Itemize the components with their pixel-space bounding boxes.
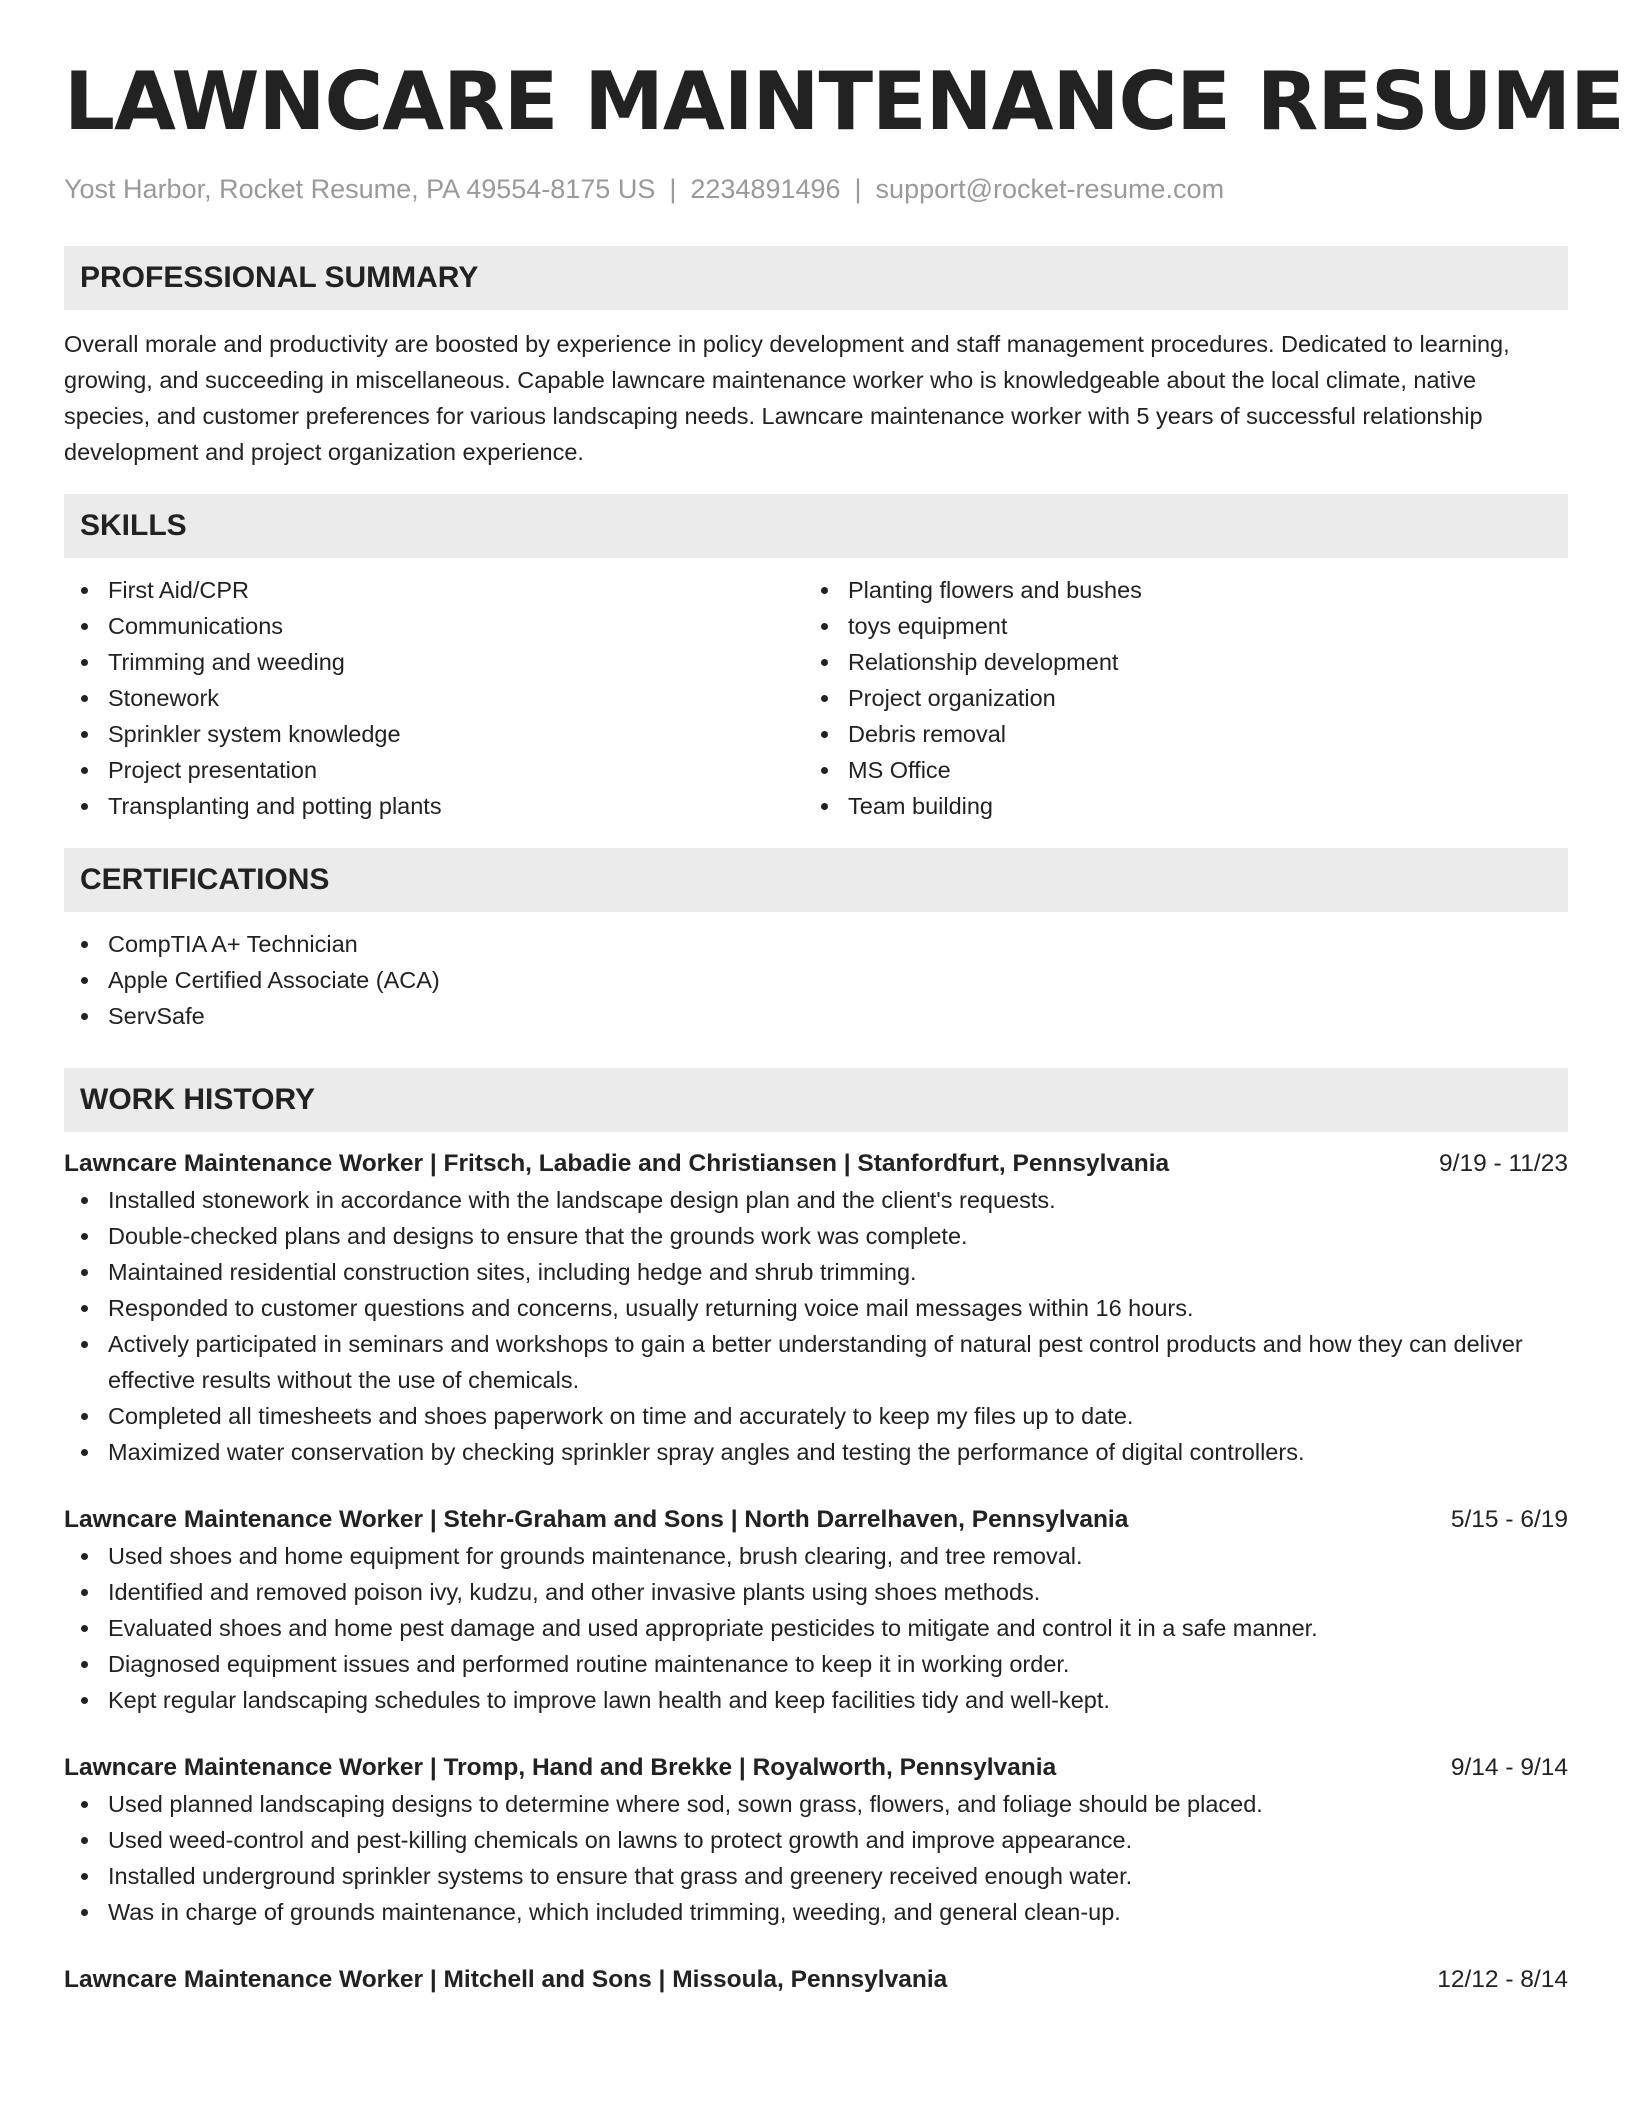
job-header [64, 1146, 1568, 1182]
skill-item: Trimming and weeding [64, 644, 804, 680]
resume-title: LAWNCARE MAINTENANCE RESUME [64, 55, 1624, 148]
job-bullet: Responded to customer questions and concerns, usually returning voice mail messages within 16 hours. [64, 1290, 1568, 1326]
section-heading-certifications: CERTIFICATIONS [64, 848, 1568, 912]
skill-item: Stonework [64, 680, 804, 716]
job-header [64, 1962, 1568, 1998]
skills-grid [64, 572, 1568, 824]
skill-item: MS Office [804, 752, 1544, 788]
job-title: Lawncare Maintenance Worker | Stehr-Graham and Sons | North Darrelhaven, Pennsylvania [64, 1506, 1129, 1533]
certifications-list [64, 926, 1568, 1034]
skill-item: First Aid/CPR [64, 572, 804, 608]
job-dates: 9/14 - 9/14 [1450, 1754, 1568, 1781]
job-dates: 12/12 - 8/14 [1437, 1966, 1568, 1993]
job-bullets [64, 1538, 1568, 1718]
job-bullet: Used shoes and home equipment for grounds maintenance, brush clearing, and tree removal. [64, 1538, 1568, 1574]
contact-separator: | [854, 174, 862, 204]
contact-separator: | [669, 174, 677, 204]
contact-address: Yost Harbor, Rocket Resume, PA 49554-8175 US [64, 174, 656, 204]
job-bullet: Installed stonework in accordance with the landscape design plan and the client's requests. [64, 1182, 1568, 1218]
section-heading-work-history: WORK HISTORY [64, 1068, 1568, 1132]
job-bullet: Maximized water conservation by checking sprinkler spray angles and testing the performance of digital controllers. [64, 1434, 1568, 1470]
job-bullet: Maintained residential construction sites, including hedge and shrub trimming. [64, 1254, 1568, 1290]
job-bullet: Identified and removed poison ivy, kudzu, and other invasive plants using shoes methods. [64, 1574, 1568, 1610]
skill-item: toys equipment [804, 608, 1544, 644]
contact-phone: 2234891496 [690, 174, 841, 204]
skill-item: Project presentation [64, 752, 804, 788]
job-header [64, 1502, 1568, 1538]
job-bullet: Kept regular landscaping schedules to improve lawn health and keep facilities tidy and well-kept. [64, 1682, 1568, 1718]
skill-item: Relationship development [804, 644, 1544, 680]
job-entry [64, 1750, 1568, 1930]
job-bullet: Actively participated in seminars and workshops to gain a better understanding of natural pest control products and how they can deliver effective results without the use of chemicals. [64, 1326, 1568, 1398]
job-bullet: Used weed-control and pest-killing chemicals on lawns to protect growth and improve appearance. [64, 1822, 1568, 1858]
certification-item: CompTIA A+ Technician [64, 926, 1568, 962]
certification-item: ServSafe [64, 998, 1568, 1034]
job-entry [64, 1502, 1568, 1718]
job-bullet: Installed underground sprinkler systems to ensure that grass and greenery received enough water. [64, 1858, 1568, 1894]
job-bullet: Was in charge of grounds maintenance, which included trimming, weeding, and general clean-up. [64, 1894, 1568, 1930]
job-dates: 5/15 - 6/19 [1450, 1506, 1568, 1533]
skills-list-left [64, 572, 804, 824]
job-bullet: Evaluated shoes and home pest damage and used appropriate pesticides to mitigate and control it in a safe manner. [64, 1610, 1568, 1646]
contact-email: support@rocket-resume.com [875, 174, 1225, 204]
job-header [64, 1750, 1568, 1786]
job-title: Lawncare Maintenance Worker | Fritsch, Labadie and Christiansen | Stanfordfurt, Pennsylvania [64, 1150, 1170, 1177]
skill-item: Project organization [804, 680, 1544, 716]
job-bullet: Diagnosed equipment issues and performed routine maintenance to keep it in working order. [64, 1646, 1568, 1682]
job-entry [64, 1962, 1568, 1998]
skill-item: Planting flowers and bushes [804, 572, 1544, 608]
job-title: Lawncare Maintenance Worker | Tromp, Hand and Brekke | Royalworth, Pennsylvania [64, 1754, 1057, 1781]
job-dates: 9/19 - 11/23 [1439, 1150, 1568, 1177]
job-bullet: Double-checked plans and designs to ensure that the grounds work was complete. [64, 1218, 1568, 1254]
skill-item: Team building [804, 788, 1544, 824]
summary-text: Overall morale and productivity are boosted by experience in policy development and staff management procedures. Dedicated to learning, growing, and succeeding in miscellaneous. Capable lawncare maintenance worker who is knowledgeable about the local climate, native species, and customer preferences for various landscaping needs. Lawncare maintenance worker with 5 years of successful relationship development and project organization experience. [64, 331, 1510, 465]
certification-item: Apple Certified Associate (ACA) [64, 962, 1568, 998]
section-heading-skills: SKILLS [64, 494, 1568, 558]
skill-item: Transplanting and potting plants [64, 788, 804, 824]
skill-item: Debris removal [804, 716, 1544, 752]
job-title: Lawncare Maintenance Worker | Mitchell and Sons | Missoula, Pennsylvania [64, 1966, 948, 1993]
skill-item: Communications [64, 608, 804, 644]
section-heading-summary: PROFESSIONAL SUMMARY [64, 246, 1568, 310]
contact-line [64, 172, 1568, 206]
job-bullet: Used planned landscaping designs to determine where sod, sown grass, flowers, and foliage should be placed. [64, 1786, 1568, 1822]
job-entry [64, 1146, 1568, 1470]
skill-item: Sprinkler system knowledge [64, 716, 804, 752]
job-bullets [64, 1786, 1568, 1930]
job-bullets [64, 1182, 1568, 1470]
job-bullet: Completed all timesheets and shoes paperwork on time and accurately to keep my files up to date. [64, 1398, 1568, 1434]
skills-list-right [804, 572, 1544, 824]
